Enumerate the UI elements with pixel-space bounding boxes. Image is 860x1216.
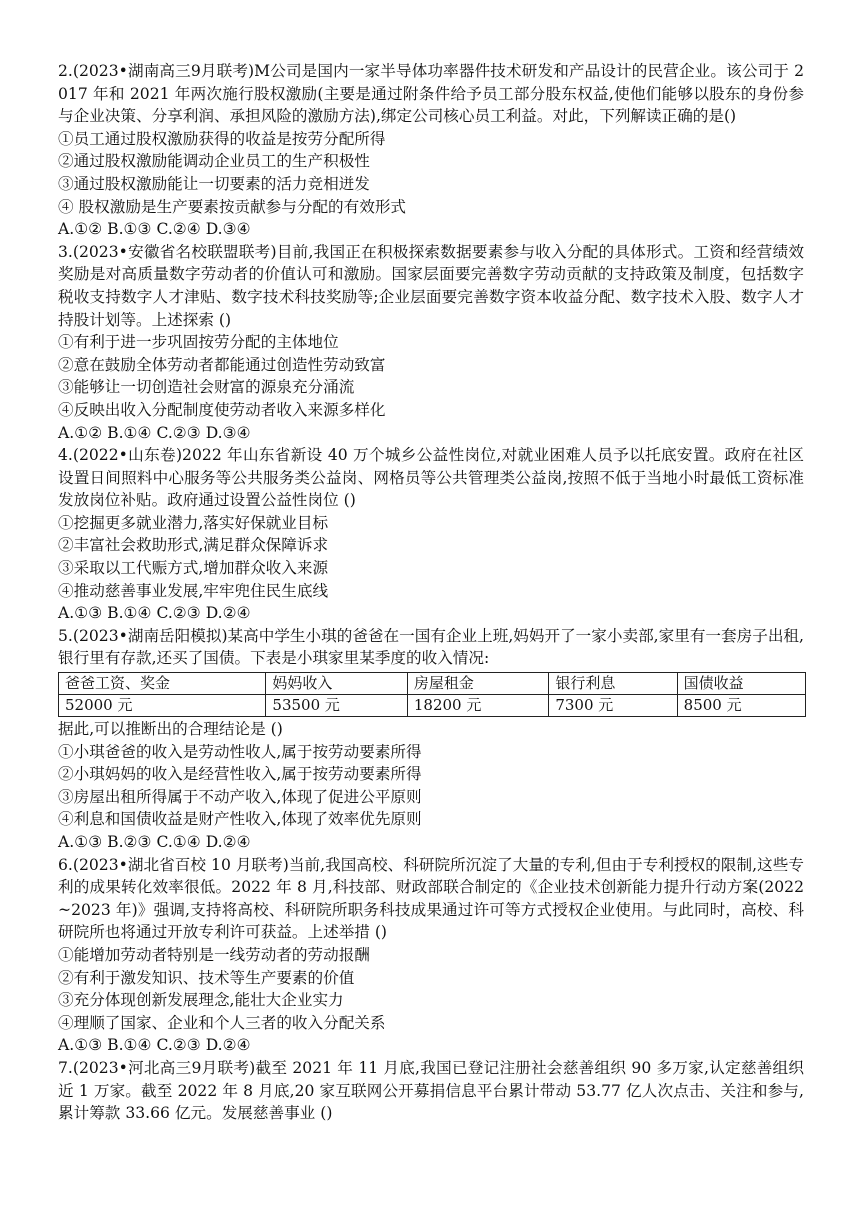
question-stem: 6.(2023•湖北省百校 10 月联考)当前,我国高校、科研院所沉淀了大量的专利,但由于专利授权的限制,这些专利的成果转化效率很低。2022 年 8 月,科技部、财政部联合制定的《企业技术创新能力提升行动方案(2022~2023 年)》强调,支持将高校、科研院所职务科技成果通过许可等方式授权企业使用。与此同时，高校、科研院所也将通过开放专利许可获益。上述举措 () (58, 855, 804, 942)
question-4 (58, 444, 804, 625)
statement-item: ①小琪爸爸的收入是劳动性收人,属于按劳动要素所得 (58, 742, 422, 761)
question-5 (58, 625, 804, 854)
answer-choices: A.①③ B.②③ C.①④ D.②④ (58, 833, 251, 851)
document-page (58, 60, 804, 1125)
statement-item: ④反映出收入分配制度使劳动者收入来源多样化 (58, 400, 386, 419)
statement-item: ③充分体现创新发展理念,能壮大企业实力 (58, 991, 344, 1010)
table-cell: 8500 元 (677, 695, 805, 717)
statement-item: ①能增加劳动者特别是一线劳动者的劳动报酬 (58, 945, 370, 964)
answer-choices: A.①③ B.①④ C.②③ D.②④ (58, 1036, 251, 1055)
table-cell: 7300 元 (549, 695, 677, 717)
table-header-row (59, 673, 806, 695)
statement-item: ③采取以工代赈方式,增加群众收入来源 (58, 559, 329, 578)
question-stem: 5.(2023•湖南岳阳模拟)某高中学生小琪的爸爸在一国有企业上班,妈妈开了一家小卖部,家里有一套房子出租,银行里有存款,还买了国债。下表是小琪家里某季度的收入情况: (58, 626, 804, 668)
statement-item: ②意在鼓励全体劳动者都能通过创造性劳动致富 (58, 355, 386, 374)
answer-choices: A.①③ B.①④ C.②③ D.②④ (58, 604, 251, 623)
table-cell: 53500 元 (266, 695, 407, 717)
statement-item: ①有利于进一步巩固按劳分配的主体地位 (58, 333, 339, 352)
question-stem: 3.(2023•安徽省名校联盟联考)目前,我国正在积极探索数据要素参与收入分配的具体形式。工资和经营绩效奖励是对高质量数字劳动者的价值认可和激励。国家层面要完善数字劳动贡献的支持政策及制度，包括数字税收支持数字人才津贴、数字技术科技奖励等;企业层面要完善数字资本收益分配、数字技术入股、数字人才持股计划等。上述探索 () (58, 242, 804, 329)
income-table (58, 672, 806, 717)
statement-item: ③通过股权激励能让一切要素的活力竞相迸发 (58, 174, 370, 193)
statement-item: ④利息和国债收益是财产性收入,体现了效率优先原则 (58, 810, 422, 829)
question-7 (58, 1057, 804, 1125)
statement-item: ④ 股权激励是生产要素按贡献参与分配的有效形式 (58, 197, 407, 216)
table-header-cell: 妈妈收入 (266, 673, 407, 695)
table-header-cell: 爸爸工资、奖金 (59, 673, 266, 695)
question-stem: 7.(2023•河北高三9月联考)截至 2021 年 11 月底,我国已登记注册社会慈善组织 90 多万家,认定慈善组织近 1 万家。截至 2022 年 8 月底,20 家互联网公开募捐信息平台累计带动 53.77 亿人次点击、关注和参与,累计筹款 33.66 亿元。发展慈善事业 () (58, 1058, 804, 1123)
statement-item: ④理顺了国家、企业和个人三者的收入分配关系 (58, 1013, 386, 1032)
table-cell: 52000 元 (59, 695, 266, 717)
table-header-cell: 国债收益 (677, 673, 805, 695)
table-header-cell: 银行利息 (549, 673, 677, 695)
answer-choices: A.①② B.①④ C.②③ D.③④ (58, 423, 251, 442)
statement-item: ③能够让一切创造社会财富的源泉充分涌流 (58, 378, 355, 397)
question-2 (58, 60, 804, 241)
statement-item: ②丰富社会救助形式,满足群众保障诉求 (58, 536, 329, 555)
question-stem: 2.(2023•湖南高三9月联考)M公司是国内一家半导体功率器件技术研发和产品设计的民营企业。该公司于 2017 年和 2021 年两次施行股权激励(主要是通过附条件给予员工部分股东权益,使他们能够以股东的身份参与企业决策、分享利润、承担风险的激励方法),绑定公司核心员工利益。对此，下列解读正确的是() (58, 62, 804, 126)
question-prompt: 据此,可以推断出的合理结论是 () (58, 720, 283, 739)
statement-item: ③房屋出租所得属于不动产收入,体现了促进公平原则 (58, 787, 422, 806)
question-3 (58, 241, 804, 444)
question-stem: 4.(2022•山东卷)2022 年山东省新设 40 万个城乡公益性岗位,对就业困难人员予以托底安置。政府在社区设置日间照料中心服务等公共服务类公益岗、网格员等公共管理类公益岗,按照不低于当地小时最低工资标准发放岗位补贴。政府通过设置公益性岗位 () (58, 446, 804, 510)
table-row (59, 695, 806, 717)
statement-item: ②有利于激发知识、技术等生产要素的价值 (58, 968, 355, 987)
table-header-cell: 房屋租金 (407, 673, 548, 695)
statement-item: ①员工通过股权激励获得的收益是按劳分配所得 (58, 129, 386, 148)
statement-item: ④推动慈善事业发展,牢牢兜住民生底线 (58, 581, 329, 600)
answer-choices: A.①② B.①③ C.②④ D.③④ (58, 220, 251, 239)
statement-item: ②通过股权激励能调动企业员工的生产积极性 (58, 152, 370, 171)
question-6 (58, 854, 804, 1057)
statement-item: ①挖掘更多就业潜力,落实好保就业目标 (58, 513, 329, 532)
statement-item: ②小琪妈妈的收入是经营性收入,属于按劳动要素所得 (58, 765, 422, 784)
table-cell: 18200 元 (407, 695, 548, 717)
